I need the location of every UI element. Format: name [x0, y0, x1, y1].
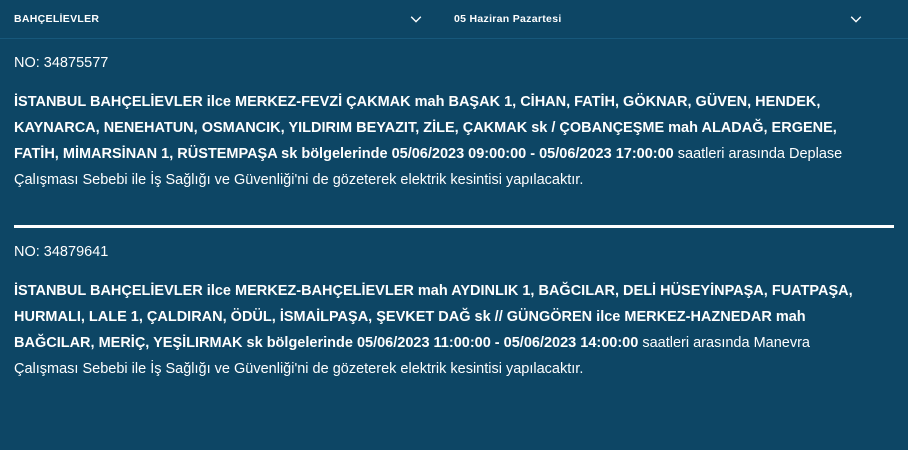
- date-select-value: 05 Haziran Pazartesi: [454, 13, 562, 25]
- district-select-value: BAHÇELİEVLER: [14, 13, 100, 25]
- notice-text-highlight: İSTANBUL BAHÇELİEVLER ilce MERKEZ-FEVZİ ÇAKMAK mah BAŞAK 1, CİHAN, FATİH, GÖKNAR, GÜVEN, HENDEK, KAYNARCA, NENEHATUN, OSMANCIK, YILDIRIM BEYAZIT, ZİLE, ÇAKMAK sk / ÇOBANÇEŞME mah ALADAĞ, ERGENE, FATİH, MİMARSİNAN 1, RÜSTEMPAŞA sk bölgelerinde 05/06/2023 09:00:00 - 05/06/2023 17:00:00: [14, 94, 837, 162]
- filter-toolbar: [0, 0, 908, 39]
- notice-text: [14, 278, 859, 382]
- chevron-down-icon[interactable]: [848, 11, 864, 27]
- district-select[interactable]: [14, 6, 424, 32]
- notice-item: [14, 228, 894, 382]
- notice-text-highlight: İSTANBUL BAHÇELİEVLER ilce MERKEZ-BAHÇELİEVLER mah AYDINLIK 1, BAĞCILAR, DELİ HÜSEYİNPAŞA, FUATPAŞA, HURMALI, LALE 1, ÇALDIRAN, ÖDÜL, İSMAİLPAŞA, ŞEVKET DAĞ sk // GÜNGÖREN ilce MERKEZ-HAZNEDAR mah BAĞCILAR, MERİÇ, YEŞİLIRMAK sk bölgelerinde 05/06/2023 11:00:00 - 05/06/2023 14:00:00: [14, 283, 853, 351]
- notice-number: NO: 34879641: [14, 244, 109, 260]
- notice-text: [14, 89, 859, 193]
- notice-list: [0, 39, 908, 382]
- notice-text-tail: saatleri arasında Manevra Çalışması Sebebi ile İş Sağlığı ve Güvenliği'ni de gözeterek elektrik kesintisi yapılacaktır.: [14, 335, 810, 377]
- chevron-down-icon[interactable]: [408, 11, 424, 27]
- notice-item: [14, 39, 894, 193]
- notice-text-tail: saatleri arasında Deplase Çalışması Sebebi ile İş Sağlığı ve Güvenliği'ni de gözeterek elektrik kesintisi yapılacaktır.: [14, 146, 843, 188]
- date-select[interactable]: [454, 6, 864, 32]
- notice-number: NO: 34875577: [14, 55, 109, 71]
